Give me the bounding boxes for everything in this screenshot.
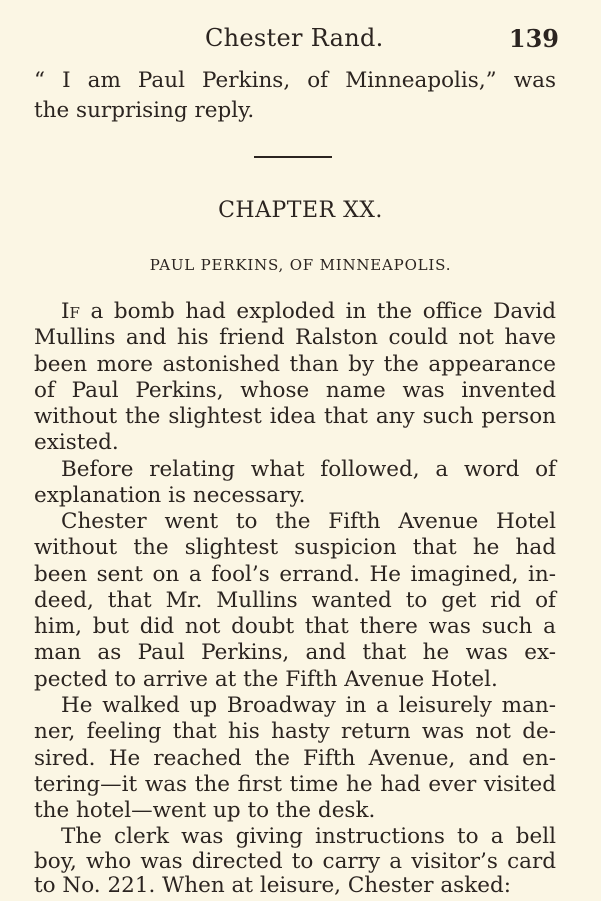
drop-word: If xyxy=(61,299,80,324)
text-line: without the slightest idea that any such person xyxy=(34,404,556,430)
page-number: 139 xyxy=(508,24,559,53)
text-line: sired. He reached the Fifth Avenue, and en- xyxy=(34,745,556,771)
text-line: The clerk was giving instructions to a bell xyxy=(61,824,556,850)
text-line: deed, that Mr. Mullins wanted to get rid of xyxy=(34,587,556,613)
text-line: Chester went to the Fifth Avenue Hotel xyxy=(61,509,556,535)
text-line: been sent on a fool’s errand. He imagined, in- xyxy=(34,561,556,587)
running-title: Chester Rand. xyxy=(205,24,384,52)
text-line: tering—it was the first time he had ever visited xyxy=(34,771,556,797)
text-line: “ I am Paul Perkins, of Minneapolis,” was xyxy=(34,68,556,93)
text-line: He walked up Broadway in a leisurely man- xyxy=(61,693,556,719)
text-line: Before relating what followed, a word of xyxy=(61,456,556,482)
text-line: Mullins and his friend Ralston could not have xyxy=(34,325,556,351)
text-line: the surprising reply. xyxy=(34,98,255,123)
text-line: to No. 221. When at leisure, Chester asked: xyxy=(34,873,511,898)
text-line xyxy=(61,299,556,325)
text-line: of Paul Perkins, whose name was invented xyxy=(34,377,556,403)
text-line: man as Paul Perkins, and that he was ex- xyxy=(34,640,556,666)
text-line: the hotel—went up to the desk. xyxy=(34,798,376,824)
text-line: existed. xyxy=(34,430,119,456)
text-line: boy, who was directed to carry a visitor’s card xyxy=(34,848,556,874)
chapter-heading: CHAPTER XX. xyxy=(218,198,383,223)
text-line: been more astonished than by the appearance xyxy=(34,351,556,377)
text-line: ner, feeling that his hasty return was not de- xyxy=(34,719,556,745)
text-line: explanation is necessary. xyxy=(34,482,306,508)
text-line-rest: a bomb had exploded in the office David xyxy=(79,299,556,324)
section-divider xyxy=(254,156,332,158)
chapter-subtitle: PAUL PERKINS, OF MINNEAPOLIS. xyxy=(149,256,452,274)
text-line: him, but did not doubt that there was such a xyxy=(34,614,556,640)
text-line: without the slightest suspicion that he had xyxy=(34,535,556,561)
text-line: pected to arrive at the Fifth Avenue Hotel. xyxy=(34,666,498,692)
running-head xyxy=(0,22,601,58)
